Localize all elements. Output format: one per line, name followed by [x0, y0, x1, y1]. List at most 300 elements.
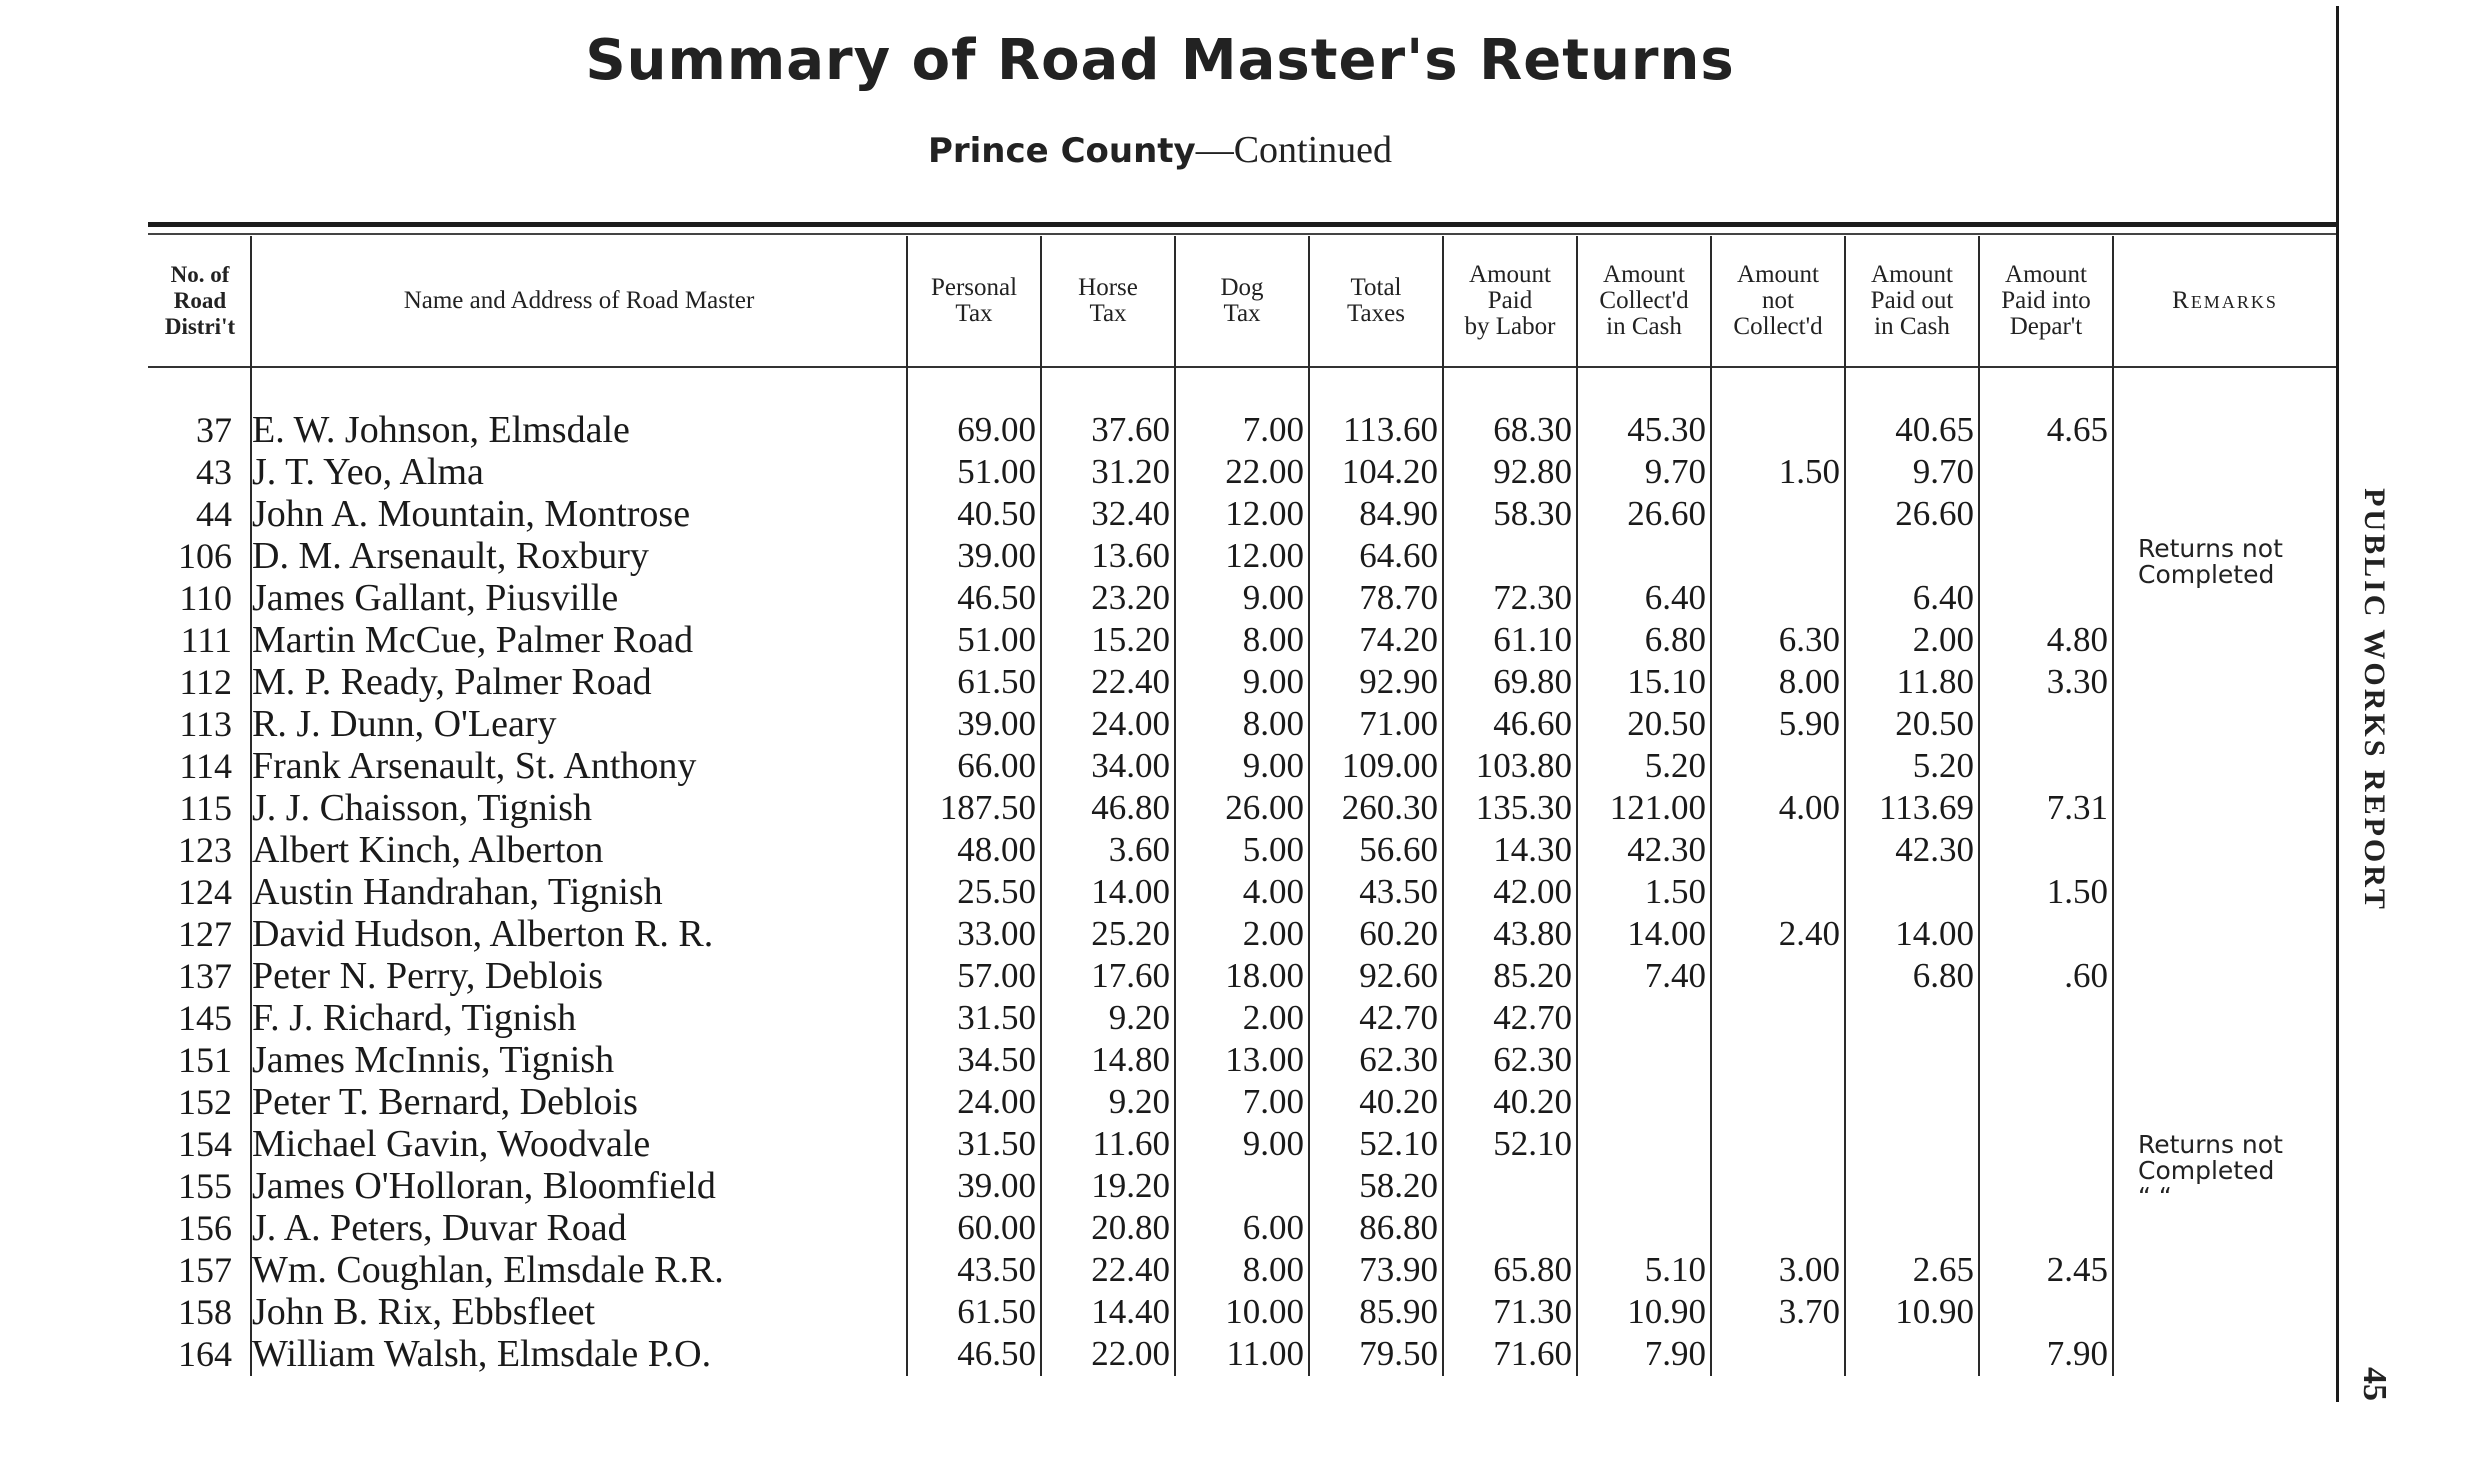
road-master-name: Peter N. Perry, Deblois: [252, 955, 604, 997]
paid-out-in-cash: 5.20: [1912, 746, 1974, 785]
horse-tax: 15.20: [1091, 620, 1170, 659]
total-taxes: 60.20: [1359, 914, 1438, 953]
dog-tax: 12.00: [1225, 494, 1304, 533]
column-header-rule: [148, 366, 2338, 368]
horse-tax: 32.40: [1091, 494, 1170, 533]
dog-tax: 9.00: [1242, 1124, 1304, 1163]
horse-tax: 3.60: [1108, 830, 1170, 869]
paid-into-department: [1980, 997, 2108, 1039]
remark-returns-not-completed: Returns not Completed “ “: [2138, 1130, 2283, 1211]
header-collected-in-cash: Amount Collect'd in Cash: [1599, 261, 1689, 340]
personal-tax: 51.00: [957, 620, 1036, 659]
personal-tax: 187.50: [939, 788, 1036, 827]
personal-tax: 39.00: [957, 1166, 1036, 1205]
horse-tax: 31.20: [1091, 452, 1170, 491]
district-number: 127: [178, 914, 232, 954]
dog-tax: 4.00: [1242, 872, 1304, 911]
not-collected: [1712, 955, 1840, 997]
collected-in-cash: 10.90: [1627, 1292, 1706, 1331]
road-master-name: James Gallant, Piusville: [252, 577, 619, 619]
dog-tax: 22.00: [1225, 452, 1304, 491]
table-row: [0, 577, 2480, 619]
paid-by-labor: 62.30: [1493, 1040, 1572, 1079]
table-row: [0, 451, 2480, 493]
dog-tax: 6.00: [1242, 1208, 1304, 1247]
total-taxes: 64.60: [1359, 536, 1438, 575]
paid-by-labor: 69.80: [1493, 662, 1572, 701]
paid-into-department: [1980, 1081, 2108, 1123]
collected-in-cash: [1578, 997, 1706, 1039]
horse-tax: 13.60: [1091, 536, 1170, 575]
not-collected: 3.70: [1778, 1292, 1840, 1331]
paid-into-department: [1980, 1123, 2108, 1165]
personal-tax: 61.50: [957, 1292, 1036, 1331]
paid-by-labor: 14.30: [1493, 830, 1572, 869]
road-master-name: F. J. Richard, Tignish: [252, 997, 577, 1039]
not-collected: [1712, 577, 1840, 619]
personal-tax: 34.50: [957, 1040, 1036, 1079]
total-taxes: 74.20: [1359, 620, 1438, 659]
paid-out-in-cash: 42.30: [1895, 830, 1974, 869]
not-collected: [1712, 1039, 1840, 1081]
horse-tax: 9.20: [1108, 998, 1170, 1037]
header-district-no: No. of Road Distri't: [164, 262, 236, 339]
district-number: 155: [178, 1166, 232, 1206]
table-row: [0, 661, 2480, 703]
not-collected: 6.30: [1778, 620, 1840, 659]
dog-tax: 5.00: [1242, 830, 1304, 869]
paid-by-labor: [1444, 1165, 1572, 1207]
personal-tax: 66.00: [957, 746, 1036, 785]
personal-tax: 61.50: [957, 662, 1036, 701]
dog-tax: 7.00: [1242, 410, 1304, 449]
paid-by-labor: 65.80: [1493, 1250, 1572, 1289]
not-collected: [1712, 745, 1840, 787]
horse-tax: 37.60: [1091, 410, 1170, 449]
paid-by-labor: 72.30: [1493, 578, 1572, 617]
paid-out-in-cash: 40.65: [1895, 410, 1974, 449]
dog-tax: 7.00: [1242, 1082, 1304, 1121]
paid-into-department: [1980, 493, 2108, 535]
paid-by-labor: 71.60: [1493, 1334, 1572, 1373]
not-collected: 3.00: [1778, 1250, 1840, 1289]
personal-tax: 24.00: [957, 1082, 1036, 1121]
district-number: 43: [196, 452, 232, 492]
paid-by-labor: [1444, 535, 1572, 577]
paid-into-department: 2.45: [2046, 1250, 2108, 1289]
district-number: 145: [178, 998, 232, 1038]
collected-in-cash: 5.10: [1644, 1250, 1706, 1289]
not-collected: [1712, 1123, 1840, 1165]
road-master-name: J. A. Peters, Duvar Road: [252, 1207, 627, 1249]
table-row: [0, 619, 2480, 661]
header-dog-tax: Dog Tax: [1220, 274, 1264, 327]
not-collected: [1712, 871, 1840, 913]
personal-tax: 46.50: [957, 578, 1036, 617]
dog-tax: 10.00: [1225, 1292, 1304, 1331]
personal-tax: 43.50: [957, 1250, 1036, 1289]
collected-in-cash: 20.50: [1627, 704, 1706, 743]
header-name-address: Name and Address of Road Master: [403, 287, 755, 314]
road-master-name: M. P. Ready, Palmer Road: [252, 661, 652, 703]
paid-out-in-cash: [1846, 997, 1974, 1039]
collected-in-cash: [1578, 1207, 1706, 1249]
road-master-name: Wm. Coughlan, Elmsdale R.R.: [252, 1249, 724, 1291]
subtitle-suffix: —Continued: [1195, 129, 1393, 171]
paid-into-department: [1980, 703, 2108, 745]
total-taxes: 73.90: [1359, 1250, 1438, 1289]
total-taxes: 56.60: [1359, 830, 1438, 869]
paid-out-in-cash: 11.80: [1896, 662, 1974, 701]
table-row: [0, 1333, 2480, 1375]
district-number: 124: [178, 872, 232, 912]
dog-tax: [1176, 1165, 1304, 1207]
dog-tax: 13.00: [1225, 1040, 1304, 1079]
table-row: [0, 1207, 2480, 1249]
paid-into-department: [1980, 745, 2108, 787]
page-title: Summary of Road Master's Returns: [585, 28, 1735, 93]
collected-in-cash: 45.30: [1627, 410, 1706, 449]
not-collected: 4.00: [1778, 788, 1840, 827]
road-master-name: J. J. Chaisson, Tignish: [252, 787, 593, 829]
collected-in-cash: 42.30: [1627, 830, 1706, 869]
table-row: [0, 871, 2480, 913]
paid-into-department: 3.30: [2046, 662, 2108, 701]
collected-in-cash: [1578, 1081, 1706, 1123]
header-horse-tax: Horse Tax: [1078, 274, 1138, 327]
not-collected: [1712, 493, 1840, 535]
total-taxes: 42.70: [1359, 998, 1438, 1037]
not-collected: [1712, 1207, 1840, 1249]
district-number: 112: [179, 662, 232, 702]
collected-in-cash: 14.00: [1627, 914, 1706, 953]
paid-by-labor: 40.20: [1493, 1082, 1572, 1121]
paid-by-labor: 52.10: [1493, 1124, 1572, 1163]
collected-in-cash: 26.60: [1627, 494, 1706, 533]
paid-into-department: 1.50: [2046, 872, 2108, 911]
horse-tax: 14.80: [1091, 1040, 1170, 1079]
road-master-name: Austin Handrahan, Tignish: [252, 871, 663, 913]
road-master-name: Michael Gavin, Woodvale: [252, 1123, 651, 1165]
horse-tax: 25.20: [1091, 914, 1170, 953]
total-taxes: 92.90: [1359, 662, 1438, 701]
header-remarks: Remarks: [2172, 287, 2278, 314]
remark-returns-not-completed: Returns not Completed: [2138, 534, 2283, 589]
header-paid-out-in-cash: Amount Paid out in Cash: [1870, 261, 1954, 340]
personal-tax: 39.00: [957, 536, 1036, 575]
district-number: 114: [179, 746, 232, 786]
dog-tax: 9.00: [1242, 578, 1304, 617]
not-collected: 8.00: [1778, 662, 1840, 701]
road-master-name: J. T. Yeo, Alma: [252, 451, 484, 493]
not-collected: 1.50: [1778, 452, 1840, 491]
district-number: 158: [178, 1292, 232, 1332]
table-row: [0, 997, 2480, 1039]
district-number: 37: [196, 410, 232, 450]
paid-out-in-cash: [1846, 1207, 1974, 1249]
paid-by-labor: [1444, 1207, 1572, 1249]
district-number: 111: [180, 620, 232, 660]
not-collected: [1712, 829, 1840, 871]
horse-tax: 23.20: [1091, 578, 1170, 617]
paid-out-in-cash: [1846, 1081, 1974, 1123]
dog-tax: 8.00: [1242, 704, 1304, 743]
dog-tax: 18.00: [1225, 956, 1304, 995]
dog-tax: 2.00: [1242, 998, 1304, 1037]
collected-in-cash: 7.90: [1644, 1334, 1706, 1373]
paid-out-in-cash: [1846, 871, 1974, 913]
total-taxes: 79.50: [1359, 1334, 1438, 1373]
district-number: 154: [178, 1124, 232, 1164]
running-head: PUBLIC WORKS REPORT: [2358, 488, 2391, 912]
table-row: [0, 703, 2480, 745]
not-collected: [1712, 1333, 1840, 1375]
district-number: 157: [178, 1250, 232, 1290]
paid-by-labor: 135.30: [1475, 788, 1572, 827]
table-row: [0, 409, 2480, 451]
total-taxes: 86.80: [1359, 1208, 1438, 1247]
header-paid-into-department: Amount Paid into Depar't: [2001, 261, 2091, 340]
paid-out-in-cash: [1846, 1123, 1974, 1165]
road-master-name: E. W. Johnson, Elmsdale: [252, 409, 630, 451]
table-row: [0, 829, 2480, 871]
not-collected: [1712, 997, 1840, 1039]
horse-tax: 22.00: [1091, 1334, 1170, 1373]
paid-into-department: [1980, 451, 2108, 493]
table-row: [0, 1291, 2480, 1333]
paid-into-department: [1980, 577, 2108, 619]
personal-tax: 39.00: [957, 704, 1036, 743]
collected-in-cash: 15.10: [1627, 662, 1706, 701]
total-taxes: 62.30: [1359, 1040, 1438, 1079]
total-taxes: 113.60: [1343, 410, 1438, 449]
total-taxes: 85.90: [1359, 1292, 1438, 1331]
collected-in-cash: 1.50: [1644, 872, 1706, 911]
paid-into-department: [1980, 1207, 2108, 1249]
horse-tax: 9.20: [1108, 1082, 1170, 1121]
personal-tax: 48.00: [957, 830, 1036, 869]
district-number: 44: [196, 494, 232, 534]
road-master-name: Martin McCue, Palmer Road: [252, 619, 694, 661]
horse-tax: 14.40: [1091, 1292, 1170, 1331]
table-row: [0, 787, 2480, 829]
paid-out-in-cash: [1846, 1333, 1974, 1375]
horse-tax: 20.80: [1091, 1208, 1170, 1247]
road-master-name: Frank Arsenault, St. Anthony: [252, 745, 697, 787]
subtitle-county: Prince County: [927, 131, 1196, 171]
horse-tax: 11.60: [1092, 1124, 1170, 1163]
district-number: 106: [178, 536, 232, 576]
personal-tax: 25.50: [957, 872, 1036, 911]
not-collected: 5.90: [1778, 704, 1840, 743]
total-taxes: 78.70: [1359, 578, 1438, 617]
paid-out-in-cash: 10.90: [1895, 1292, 1974, 1331]
header-personal-tax: Personal Tax: [930, 274, 1018, 327]
paid-out-in-cash: 2.00: [1912, 620, 1974, 659]
collected-in-cash: 7.40: [1644, 956, 1706, 995]
dog-tax: 9.00: [1242, 662, 1304, 701]
paid-into-department: [1980, 829, 2108, 871]
horse-tax: 22.40: [1091, 662, 1170, 701]
header-rule-thin: [148, 233, 2338, 235]
not-collected: [1712, 1081, 1840, 1123]
header-paid-by-labor: Amount Paid by Labor: [1464, 261, 1556, 340]
personal-tax: 51.00: [957, 452, 1036, 491]
horse-tax: 19.20: [1091, 1166, 1170, 1205]
road-master-name: R. J. Dunn, O'Leary: [252, 703, 557, 745]
dog-tax: 8.00: [1242, 620, 1304, 659]
district-number: 152: [178, 1082, 232, 1122]
total-taxes: 260.30: [1341, 788, 1438, 827]
road-master-name: John B. Rix, Ebbsfleet: [252, 1291, 596, 1333]
district-number: 113: [179, 704, 232, 744]
horse-tax: 14.00: [1091, 872, 1170, 911]
road-master-name: James O'Holloran, Bloomfield: [252, 1165, 716, 1207]
total-taxes: 43.50: [1359, 872, 1438, 911]
page-number: 45: [2356, 1367, 2393, 1401]
dog-tax: 9.00: [1242, 746, 1304, 785]
district-number: 110: [179, 578, 232, 618]
personal-tax: 57.00: [957, 956, 1036, 995]
dog-tax: 2.00: [1242, 914, 1304, 953]
paid-by-labor: 43.80: [1493, 914, 1572, 953]
road-master-name: Peter T. Bernard, Deblois: [252, 1081, 638, 1123]
not-collected: [1712, 535, 1840, 577]
road-master-name: John A. Mountain, Montrose: [252, 493, 691, 535]
paid-out-in-cash: [1846, 535, 1974, 577]
header-rule-thick: [148, 222, 2338, 227]
paid-into-department: .60: [2064, 956, 2108, 995]
personal-tax: 69.00: [957, 410, 1036, 449]
paid-by-labor: 42.00: [1493, 872, 1572, 911]
collected-in-cash: 121.00: [1609, 788, 1706, 827]
district-number: 137: [178, 956, 232, 996]
paid-into-department: 7.90: [2046, 1334, 2108, 1373]
total-taxes: 84.90: [1359, 494, 1438, 533]
district-number: 156: [178, 1208, 232, 1248]
table-row: [0, 913, 2480, 955]
district-number: 123: [178, 830, 232, 870]
paid-by-labor: 68.30: [1493, 410, 1572, 449]
total-taxes: 71.00: [1359, 704, 1438, 743]
table-row: [0, 1165, 2480, 1207]
paid-out-in-cash: 6.40: [1912, 578, 1974, 617]
header-not-collected: Amount not Collect'd: [1733, 261, 1823, 340]
not-collected: [1712, 1165, 1840, 1207]
horse-tax: 17.60: [1091, 956, 1170, 995]
paid-by-labor: 58.30: [1493, 494, 1572, 533]
district-number: 164: [178, 1334, 232, 1374]
paid-out-in-cash: 14.00: [1895, 914, 1974, 953]
paid-out-in-cash: 6.80: [1912, 956, 1974, 995]
table-row: [0, 1081, 2480, 1123]
horse-tax: 22.40: [1091, 1250, 1170, 1289]
paid-out-in-cash: 113.69: [1879, 788, 1974, 827]
paid-by-labor: 85.20: [1493, 956, 1572, 995]
collected-in-cash: 9.70: [1644, 452, 1706, 491]
total-taxes: 109.00: [1341, 746, 1438, 785]
road-master-name: William Walsh, Elmsdale P.O.: [252, 1333, 712, 1375]
personal-tax: 40.50: [957, 494, 1036, 533]
dog-tax: 8.00: [1242, 1250, 1304, 1289]
total-taxes: 58.20: [1359, 1166, 1438, 1205]
paid-out-in-cash: [1846, 1039, 1974, 1081]
collected-in-cash: [1578, 1039, 1706, 1081]
personal-tax: 60.00: [957, 1208, 1036, 1247]
not-collected: 2.40: [1778, 914, 1840, 953]
collected-in-cash: 6.40: [1644, 578, 1706, 617]
road-master-name: Albert Kinch, Alberton: [252, 829, 604, 871]
total-taxes: 40.20: [1359, 1082, 1438, 1121]
page-edge-rule: [2336, 6, 2339, 1402]
dog-tax: 26.00: [1225, 788, 1304, 827]
road-master-name: D. M. Arsenault, Roxbury: [252, 535, 649, 577]
paid-into-department: 4.80: [2046, 620, 2108, 659]
collected-in-cash: [1578, 1165, 1706, 1207]
personal-tax: 46.50: [957, 1334, 1036, 1373]
collected-in-cash: 6.80: [1644, 620, 1706, 659]
paid-into-department: [1980, 1291, 2108, 1333]
paid-out-in-cash: 9.70: [1912, 452, 1974, 491]
table-row: [0, 1039, 2480, 1081]
personal-tax: 31.50: [957, 1124, 1036, 1163]
paid-out-in-cash: 2.65: [1912, 1250, 1974, 1289]
road-master-name: David Hudson, Alberton R. R.: [252, 913, 714, 955]
paid-by-labor: 61.10: [1493, 620, 1572, 659]
district-number: 115: [179, 788, 232, 828]
table-row: [0, 1123, 2480, 1165]
paid-into-department: [1980, 1039, 2108, 1081]
paid-into-department: [1980, 913, 2108, 955]
paid-into-department: [1980, 1165, 2108, 1207]
dog-tax: 12.00: [1225, 536, 1304, 575]
horse-tax: 24.00: [1091, 704, 1170, 743]
paid-out-in-cash: 20.50: [1895, 704, 1974, 743]
paid-into-department: 7.31: [2046, 788, 2108, 827]
table-row: [0, 1249, 2480, 1291]
table-row: [0, 955, 2480, 997]
horse-tax: 34.00: [1091, 746, 1170, 785]
table-row: [0, 745, 2480, 787]
personal-tax: 31.50: [957, 998, 1036, 1037]
collected-in-cash: 5.20: [1644, 746, 1706, 785]
collected-in-cash: [1578, 535, 1706, 577]
horse-tax: 46.80: [1091, 788, 1170, 827]
paid-into-department: 4.65: [2046, 410, 2108, 449]
not-collected: [1712, 409, 1840, 451]
paid-out-in-cash: [1846, 1165, 1974, 1207]
paid-by-labor: 42.70: [1493, 998, 1572, 1037]
table-row: [0, 535, 2480, 577]
paid-by-labor: 92.80: [1493, 452, 1572, 491]
paid-into-department: [1980, 535, 2108, 577]
paid-by-labor: 46.60: [1493, 704, 1572, 743]
district-number: 151: [178, 1040, 232, 1080]
personal-tax: 33.00: [957, 914, 1036, 953]
paid-by-labor: 71.30: [1493, 1292, 1572, 1331]
dog-tax: 11.00: [1226, 1334, 1304, 1373]
total-taxes: 52.10: [1359, 1124, 1438, 1163]
road-master-name: James McInnis, Tignish: [252, 1039, 615, 1081]
table-row: [0, 493, 2480, 535]
total-taxes: 92.60: [1359, 956, 1438, 995]
page-subtitle: [0, 128, 2320, 172]
paid-out-in-cash: 26.60: [1895, 494, 1974, 533]
paid-by-labor: 103.80: [1475, 746, 1572, 785]
header-total-taxes: Total Taxes: [1347, 274, 1405, 327]
total-taxes: 104.20: [1341, 452, 1438, 491]
collected-in-cash: [1578, 1123, 1706, 1165]
